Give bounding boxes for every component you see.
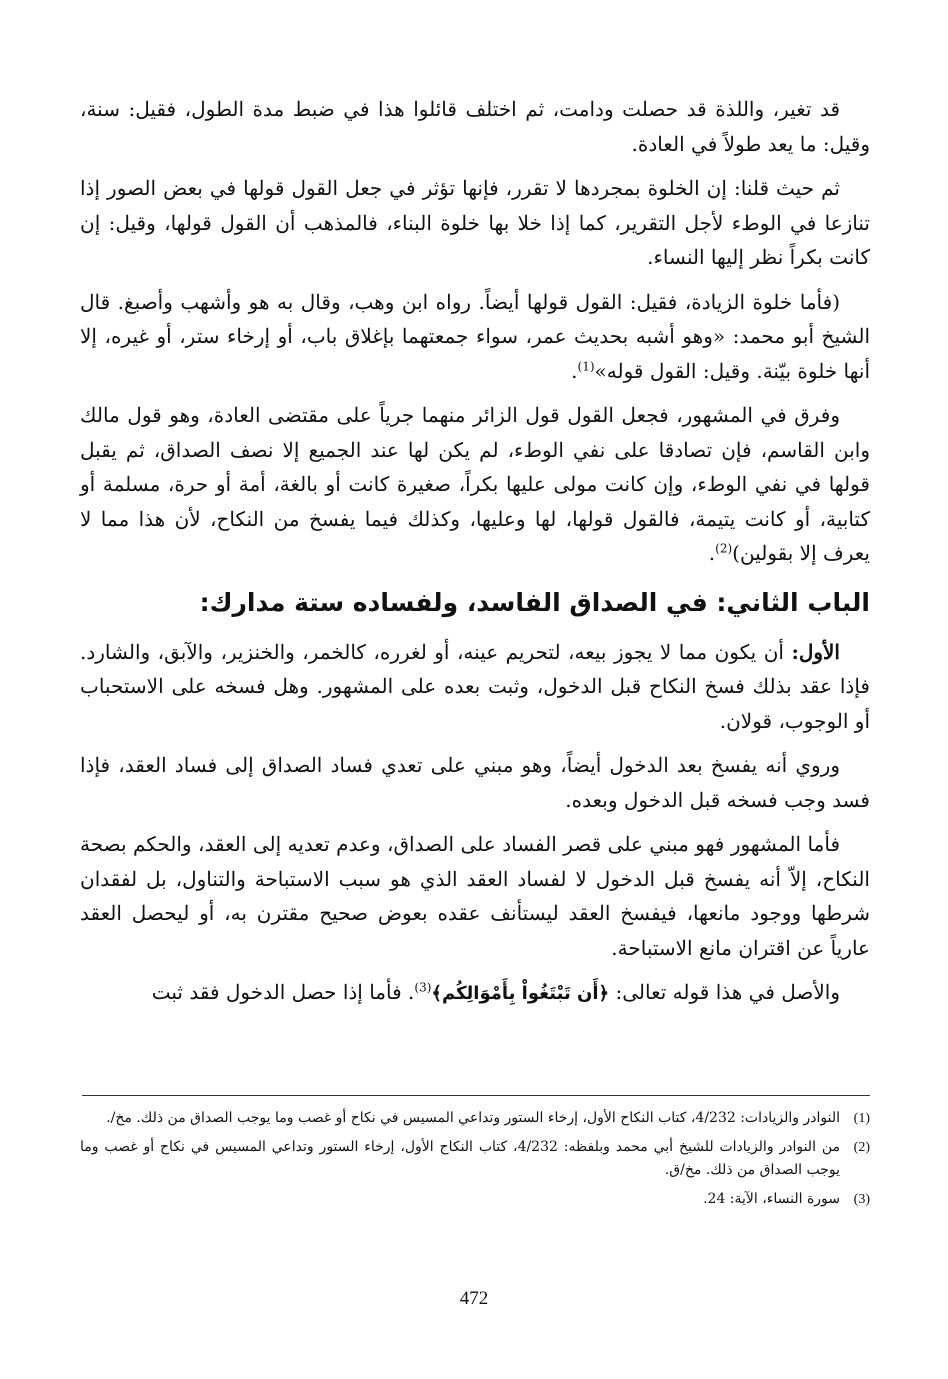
paragraph-8 — [80, 975, 870, 1012]
footnote-text: سورة النساء، الآية: 24. — [703, 1191, 840, 1207]
paragraph-4 — [80, 398, 870, 571]
page-number: 472 — [459, 1288, 489, 1309]
paragraph-3-text: (فأما خلوة الزيادة، فقيل: القول قولها أيضاً. رواه ابن وهب، وقال به هو وأشهب وأصبغ. قال الشيخ أبو محمد: «وهو أشبه بحديث عمر، سواء جمعتهما بإغلاق باب، أو إرخاء ستر، أو غيره، إلا أنها خلوة بيّنة. وقيل: القول قوله» — [80, 289, 870, 383]
paragraph-5-text: أن يكون مما لا يجوز بيعه، لتحريم عينه، أو لغرره، كالخمر، والخنزير، والآبق، والشارد. فإذا عقد بذلك فسخ النكاح قبل الدخول، وثبت بعده على المشهور. وهل فسخه على الاستحباب أو الوجوب، قولان. — [80, 639, 870, 733]
footnote-2 — [80, 1136, 870, 1182]
quran-verse: ﴿أَن تَبْتَغُواْ بِأَمْوَالِكُم﴾ — [431, 983, 610, 1004]
paragraph-1: قد تغير، واللذة قد حصلت ودامت، ثم اختلف قائلوا هذا في ضبط مدة الطول، فقيل: سنة، وقيل: ما يعد طولاً في العادة. — [80, 97, 870, 156]
footnote-number: (2) — [853, 1140, 870, 1155]
paragraph-3 — [80, 285, 870, 389]
paragraph-5 — [80, 635, 870, 739]
page-body — [80, 92, 870, 1022]
footnote-3 — [80, 1188, 870, 1211]
paragraph-3-end: . — [571, 358, 578, 383]
paragraph-2: ثم حيث قلنا: إن الخلوة بمجردها لا تقرر، فإنها تؤثر في جعل القول قولها في بعض الصور إذا تنازعا في الوطء لأجل التقرير، كما إذا خلا بها خلوة البناء، فالمذهب أن القول قولها، وقيل: إن كانت بكراً نظر إليها النساء. — [80, 176, 870, 269]
paragraph-4-end: . — [708, 541, 716, 565]
footnote-number: (3) — [853, 1192, 870, 1207]
footnote-text: النوادر والزيادات: 4/232، كتاب النكاح الأول، إرخاء الستور وتداعي المسيس في نكاح أو غصب وما يوجب الصداق من ذلك. مخ/. — [106, 1110, 840, 1126]
footnotes — [80, 1107, 870, 1217]
footnote-ref-2: (2) — [715, 541, 733, 556]
footnote-divider — [82, 1095, 870, 1096]
paragraph-6: وروي أنه يفسخ بعد الدخول أيضاً، وهو مبني على تعدي فساد الصداق إلى فساد العقد، فإذا فسد وجب فسخه قبل الدخول وبعده. — [80, 753, 870, 812]
footnote-ref-3: (3) — [414, 980, 432, 995]
paragraph-8-text-b: . فأما إذا حصل الدخول فقد ثبت — [151, 980, 415, 1004]
paragraph-8-text-a: والأصل في هذا قوله تعالى: — [609, 980, 840, 1004]
chapter-heading: الباب الثاني: في الصداق الفاسد، ولفساده ستة مدارك: — [199, 587, 870, 617]
footnote-ref-1: (1) — [577, 358, 595, 373]
paragraph-4-text: وفرق في المشهور، فجعل القول قول الزائر منهما جرياً على مقتضى العادة، وهو قول مالك وابن القاسم، فإن تصادقا على نفي الوطء، لم يكن لها عند الجميع إلا نصف الصداق، ثم يقبل قولها في نفي الوطء، وإن كانت مولى عليها بكراً، صغيرة كانت أو بالغة، أمة أو حرة، مسلمة أو كتابية، أو كانت يتيمة، فالقول قولها، لها وعليها، وكذلك فيما يفسخ من النكاح، لأن هذا مما لا يعرف إلا بقولين) — [80, 403, 870, 565]
footnote-text: من النوادر والزيادات للشيخ أبي محمد وبلفظه: 4/232، كتاب النكاح الأول، إرخاء الستور وتداعي المسيس في نكاح أو غصب وما يوجب الصداق من ذلك. مخ/ق. — [80, 1139, 840, 1178]
footnote-number: (1) — [853, 1111, 870, 1126]
footnote-1 — [80, 1107, 870, 1130]
paragraph-7: فأما المشهور فهو مبني على قصر الفساد على الصداق، وعدم تعديه إلى العقد، والحكم بصحة النكاح، إلاّ أنه يفسخ قبل الدخول لا لفساد العقد الذي هو سبب الاستباحة والتناول، بل لفقدان شرطها ووجود مانعها، فيفسخ العقد ليستأنف عقده بعوض صحيح مقترن به، أو ليحصل العقد عارياً عن اقتران مانع الاستباحة. — [80, 832, 870, 960]
paragraph-5-lead: الأول: — [791, 639, 840, 664]
